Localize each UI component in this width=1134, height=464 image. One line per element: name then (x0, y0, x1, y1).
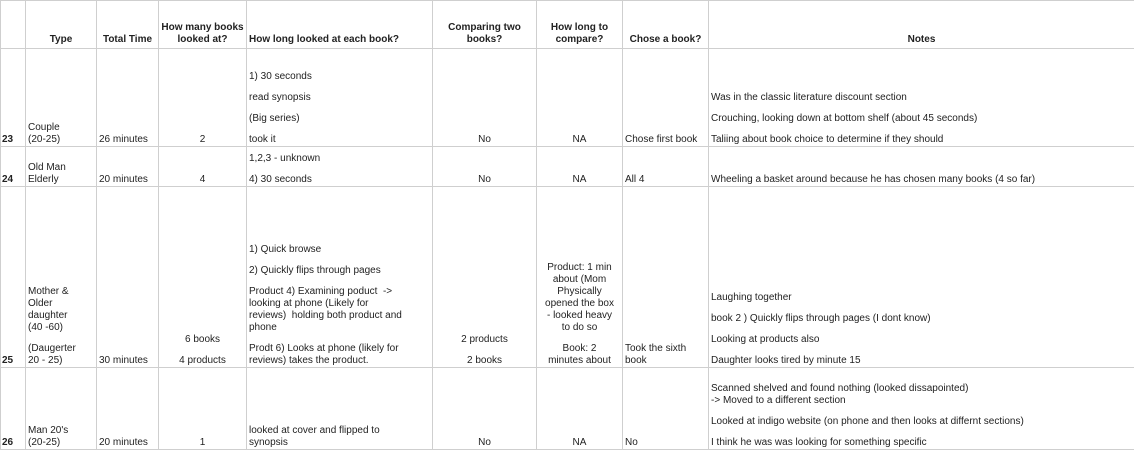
cell-line: NA (572, 437, 587, 448)
blank-line (711, 325, 1132, 334)
cell-line: daughter (28, 310, 68, 321)
table-body (1, 49, 1134, 450)
cell-line: read synopsis (249, 92, 311, 103)
blank-line (249, 256, 430, 265)
cell-line: Physically (557, 286, 602, 297)
cell-line: Product 4) Examining poduct -> (249, 286, 393, 297)
cell-line: Looking at products also (711, 334, 820, 345)
how-many-cell (159, 187, 247, 368)
cell-line: synopsis (249, 437, 288, 448)
blank-line (711, 104, 1132, 113)
blank-line (249, 104, 430, 113)
cell-line: 2 products (461, 334, 508, 345)
cell-line: Chose first book (625, 134, 698, 145)
cell-line: 2 books (466, 355, 503, 366)
chose-cell (623, 49, 709, 147)
type-cell (26, 187, 97, 368)
cell-line: No (478, 437, 491, 448)
cell-line: 1) Quick browse (249, 244, 322, 255)
cell-line: (Daugerter (28, 343, 76, 354)
notes-cell (709, 368, 1134, 450)
cell-line: reviews) takes the product. (249, 355, 369, 366)
total-time-cell: 20 minutes (97, 368, 159, 450)
how-many-cell (159, 147, 247, 187)
how-long-compare-cell (537, 49, 623, 147)
cell-line: 4) 30 seconds (249, 174, 312, 185)
cell-line: to do so (561, 322, 598, 333)
blank-line (249, 334, 430, 343)
cell-line: minutes about (548, 355, 611, 366)
comparing-cell (433, 368, 537, 450)
cell-line: (40 -60) (28, 322, 64, 333)
cell-line: about (Mom (552, 274, 607, 285)
cell-line: I think he was was looking for something specific (711, 437, 927, 448)
how-many-cell (159, 49, 247, 147)
cell-line: NA (572, 174, 587, 185)
notes-cell (709, 147, 1134, 187)
row-number: 26 (1, 368, 26, 450)
type-cell (26, 49, 97, 147)
cell-line: phone (249, 322, 277, 333)
cell-line: took it (249, 134, 276, 145)
cell-line: 1) 30 seconds (249, 71, 312, 82)
blank-line (711, 304, 1132, 313)
notes-cell (709, 49, 1134, 147)
chose-cell (623, 187, 709, 368)
cell-line: NA (572, 134, 587, 145)
cell-line: Wheeling a basket around because he has chosen many books (4 so far) (711, 174, 1036, 185)
blank-line (161, 346, 244, 355)
header-comparing: Comparing two books? (433, 1, 537, 49)
cell-line: Elderly (28, 174, 59, 185)
cell-line: 6 books (184, 334, 221, 345)
cell-line: 4 (199, 174, 206, 185)
cell-line: 2 (199, 134, 206, 145)
header-row-num (1, 1, 26, 49)
cell-line: Taliing about book choice to determine if they should (711, 134, 944, 145)
cell-line: - looked heavy (546, 310, 613, 321)
header-how-long-each: How long looked at each book? (247, 1, 433, 49)
cell-line: 4 products (179, 355, 226, 366)
cell-line: All 4 (625, 174, 645, 185)
cell-line: Crouching, looking down at bottom shelf (about 45 seconds) (711, 113, 978, 124)
cell-line: Book: 2 (562, 343, 597, 354)
blank-line (711, 407, 1132, 416)
header-how-many: How many books looked at? (159, 1, 247, 49)
comparing-cell (433, 147, 537, 187)
how-long-compare-cell (537, 368, 623, 450)
cell-line: Old Man (28, 162, 66, 173)
total-time-cell: 26 minutes (97, 49, 159, 147)
cell-line: No (478, 174, 491, 185)
cell-line: Man 20's (28, 425, 69, 436)
chose-cell (623, 147, 709, 187)
cell-line: Product: 1 min (547, 262, 612, 273)
header-type: Type (26, 1, 97, 49)
chose-cell (623, 368, 709, 450)
comparing-cell (433, 187, 537, 368)
row-number: 24 (1, 147, 26, 187)
blank-line (28, 334, 94, 343)
blank-line (711, 428, 1132, 437)
table-row (1, 187, 1134, 368)
cell-line: looking at phone (Likely for (249, 298, 369, 309)
cell-line: reviews) holding both product and (249, 310, 402, 321)
how-long-each-cell (247, 187, 433, 368)
header-row (1, 1, 1134, 49)
cell-line: 1 (199, 437, 206, 448)
blank-line (539, 334, 620, 343)
total-time-cell: 30 minutes (97, 187, 159, 368)
cell-line: Scanned shelved and found nothing (looked dissapointed) (711, 383, 969, 394)
cell-line: book 2 ) Quickly flips through pages (I dont know) (711, 313, 931, 324)
cell-line: No (625, 437, 638, 448)
how-long-each-cell (247, 147, 433, 187)
header-total-time: Total Time (97, 1, 159, 49)
cell-line: Older (28, 298, 53, 309)
header-chose: Chose a book? (623, 1, 709, 49)
blank-line (711, 125, 1132, 134)
cell-line: (20-25) (28, 134, 61, 145)
blank-line (435, 346, 534, 355)
total-time-cell: 20 minutes (97, 147, 159, 187)
cell-line: Couple (28, 122, 60, 133)
table-row (1, 368, 1134, 450)
cell-line: Prodt 6) Looks at phone (likely for (249, 343, 399, 354)
blank-line (249, 83, 430, 92)
blank-line (249, 277, 430, 286)
cell-line: Laughing together (711, 292, 792, 303)
cell-line: (Big series) (249, 113, 300, 124)
cell-line: 1,2,3 - unknown (249, 153, 321, 164)
cell-line: Mother & (28, 286, 69, 297)
cell-line: Was in the classic literature discount section (711, 92, 907, 103)
cell-line: Looked at indigo website (on phone and then looks at differnt sections) (711, 416, 1024, 427)
comparing-cell (433, 49, 537, 147)
table-row (1, 147, 1134, 187)
cell-line: 20 - 25) (28, 355, 63, 366)
notes-cell (709, 187, 1134, 368)
cell-line: looked at cover and flipped to (249, 425, 380, 436)
cell-line: opened the box (545, 298, 614, 309)
blank-line (249, 165, 430, 174)
row-number: 25 (1, 187, 26, 368)
how-long-compare-cell (537, 147, 623, 187)
blank-line (711, 346, 1132, 355)
cell-line: book (625, 355, 647, 366)
how-long-each-cell (247, 368, 433, 450)
cell-line: (20-25) (28, 437, 61, 448)
table-row (1, 49, 1134, 147)
cell-line: 2) Quickly flips through pages (249, 265, 381, 276)
type-cell (26, 368, 97, 450)
how-long-each-cell (247, 49, 433, 147)
blank-line (249, 125, 430, 134)
cell-line: -> Moved to a different section (711, 395, 846, 406)
cell-line: Daughter looks tired by minute 15 (711, 355, 861, 366)
how-long-compare-cell (537, 187, 623, 368)
how-many-cell (159, 368, 247, 450)
cell-line: Took the sixth (625, 343, 687, 354)
cell-line: No (478, 134, 491, 145)
header-notes: Notes (709, 1, 1134, 49)
row-number: 23 (1, 49, 26, 147)
type-cell (26, 147, 97, 187)
header-how-long-compare: How long to compare? (537, 1, 623, 49)
